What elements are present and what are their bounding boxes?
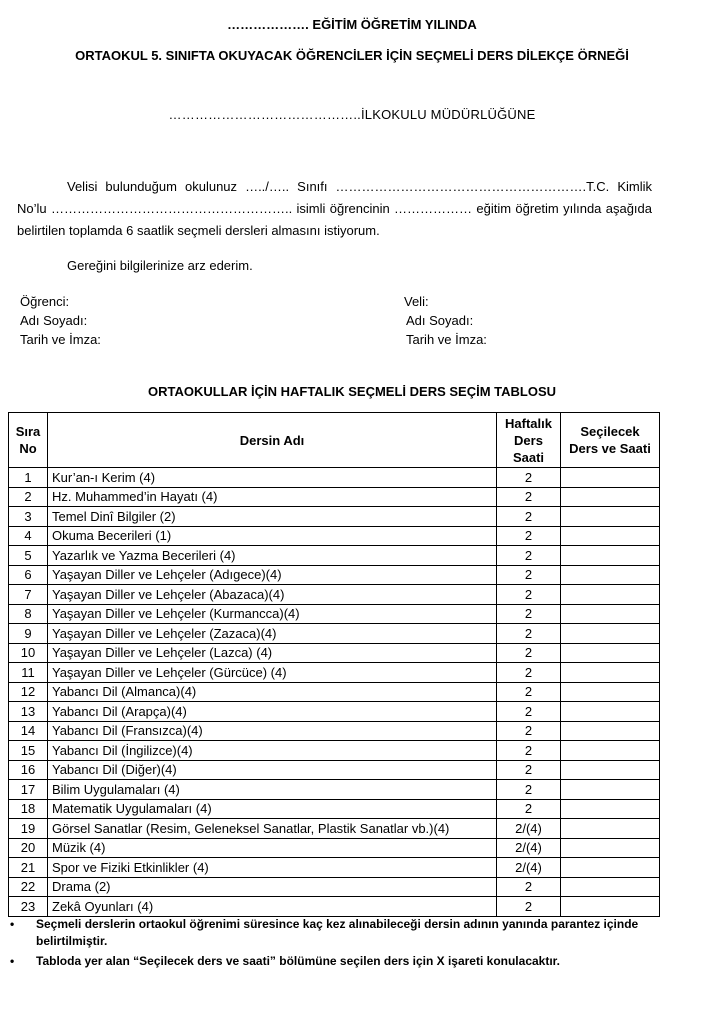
weekly-hours: 2 bbox=[497, 585, 561, 605]
row-number: 23 bbox=[9, 897, 48, 917]
table-row bbox=[9, 741, 660, 761]
header-no: Sıra No bbox=[9, 413, 48, 468]
course-name: Hz. Muhammed’in Hayatı (4) bbox=[48, 487, 497, 507]
selection-cell[interactable] bbox=[561, 858, 660, 878]
course-name: Yaşayan Diller ve Lehçeler (Gürcüce) (4) bbox=[48, 663, 497, 683]
weekly-hours: 2 bbox=[497, 565, 561, 585]
course-name: Görsel Sanatlar (Resim, Geleneksel Sanatlar, Plastik Sanatlar vb.)(4) bbox=[48, 819, 497, 839]
course-name: Yabancı Dil (İngilizce)(4) bbox=[48, 741, 497, 761]
table-row bbox=[9, 721, 660, 741]
selection-cell[interactable] bbox=[561, 526, 660, 546]
student-name-label: Adı Soyadı: bbox=[20, 313, 88, 328]
table-row bbox=[9, 507, 660, 527]
bullet-icon: • bbox=[10, 917, 15, 931]
table-row bbox=[9, 546, 660, 566]
table-row bbox=[9, 780, 660, 800]
course-name: Yaşayan Diller ve Lehçeler (Lazca) (4) bbox=[48, 643, 497, 663]
course-name: Okuma Becerileri (1) bbox=[48, 526, 497, 546]
row-number: 3 bbox=[9, 507, 48, 527]
row-number: 22 bbox=[9, 877, 48, 897]
course-name: Yabancı Dil (Arapça)(4) bbox=[48, 702, 497, 722]
footnote bbox=[8, 953, 688, 970]
course-name: Yaşayan Diller ve Lehçeler (Kurmancca)(4) bbox=[48, 604, 497, 624]
document-title: ORTAOKUL 5. SINIFTA OKUYACAK ÖĞRENCİLER İÇİN SEÇMELİ DERS DİLEKÇE ÖRNEĞİ bbox=[75, 48, 629, 63]
table-row bbox=[9, 682, 660, 702]
weekly-hours: 2/(4) bbox=[497, 858, 561, 878]
parent-signature-block bbox=[404, 292, 487, 349]
selection-cell[interactable] bbox=[561, 877, 660, 897]
selection-cell[interactable] bbox=[561, 565, 660, 585]
closing-sentence: Gereğini bilgilerinize arz ederim. bbox=[67, 258, 253, 273]
student-label: Öğrenci: bbox=[20, 294, 70, 309]
student-signature-block bbox=[20, 292, 101, 349]
row-number: 10 bbox=[9, 643, 48, 663]
row-number: 9 bbox=[9, 624, 48, 644]
row-number: 2 bbox=[9, 487, 48, 507]
table-row bbox=[9, 604, 660, 624]
selection-cell[interactable] bbox=[561, 682, 660, 702]
row-number: 15 bbox=[9, 741, 48, 761]
parent-label: Veli: bbox=[404, 294, 429, 309]
weekly-hours: 2 bbox=[497, 682, 561, 702]
weekly-hours: 2 bbox=[497, 663, 561, 683]
elective-course-table bbox=[8, 412, 660, 917]
course-name: Yabancı Dil (Fransızca)(4) bbox=[48, 721, 497, 741]
row-number: 17 bbox=[9, 780, 48, 800]
row-number: 20 bbox=[9, 838, 48, 858]
table-row bbox=[9, 799, 660, 819]
header-course-name: Dersin Adı bbox=[48, 413, 497, 468]
course-name: Yabancı Dil (Diğer)(4) bbox=[48, 760, 497, 780]
selection-cell[interactable] bbox=[561, 507, 660, 527]
row-number: 7 bbox=[9, 585, 48, 605]
selection-cell[interactable] bbox=[561, 819, 660, 839]
table-row bbox=[9, 760, 660, 780]
table-row bbox=[9, 487, 660, 507]
selection-cell[interactable] bbox=[561, 604, 660, 624]
letter-body bbox=[17, 176, 652, 242]
footnote bbox=[8, 916, 688, 950]
table-row bbox=[9, 877, 660, 897]
selection-cell[interactable] bbox=[561, 546, 660, 566]
selection-cell[interactable] bbox=[561, 468, 660, 488]
course-name: Yaşayan Diller ve Lehçeler (Zazaca)(4) bbox=[48, 624, 497, 644]
table-row bbox=[9, 526, 660, 546]
weekly-hours: 2 bbox=[497, 643, 561, 663]
row-number: 16 bbox=[9, 760, 48, 780]
selection-cell[interactable] bbox=[561, 585, 660, 605]
weekly-hours: 2 bbox=[497, 721, 561, 741]
selection-cell[interactable] bbox=[561, 897, 660, 917]
course-name: Yaşayan Diller ve Lehçeler (Adıgece)(4) bbox=[48, 565, 497, 585]
table-row bbox=[9, 663, 660, 683]
header-weekly-hours: Haftalık Ders Saati bbox=[497, 413, 561, 468]
row-number: 13 bbox=[9, 702, 48, 722]
table-row bbox=[9, 624, 660, 644]
course-name: Bilim Uygulamaları (4) bbox=[48, 780, 497, 800]
weekly-hours: 2 bbox=[497, 877, 561, 897]
table-row bbox=[9, 897, 660, 917]
course-name: Yabancı Dil (Almanca)(4) bbox=[48, 682, 497, 702]
header-selection: Seçilecek Ders ve Saati bbox=[561, 413, 660, 468]
table-row bbox=[9, 643, 660, 663]
row-number: 1 bbox=[9, 468, 48, 488]
table-row bbox=[9, 585, 660, 605]
table-row bbox=[9, 565, 660, 585]
table-body bbox=[9, 468, 660, 917]
weekly-hours: 2/(4) bbox=[497, 838, 561, 858]
footnote-text: Tabloda yer alan “Seçilecek ders ve saati” bölümüne seçilen ders için X işareti konulacaktır. bbox=[36, 954, 561, 968]
letter-body-text: Velisi bulunduğum okulunuz …../….. Sınıfı ………………………………………………….T.C. Kimlik No’lu ……………………………………………….. isimli öğrencinin ……………… eğitim öğretim yılında aşağıda belirtilen toplamda 6 saatlik seçmeli dersleri almasını istiyorum. bbox=[17, 179, 652, 238]
row-number: 11 bbox=[9, 663, 48, 683]
row-number: 8 bbox=[9, 604, 48, 624]
weekly-hours: 2 bbox=[497, 799, 561, 819]
selection-cell[interactable] bbox=[561, 643, 660, 663]
row-number: 18 bbox=[9, 799, 48, 819]
table-title: ORTAOKULLAR İÇİN HAFTALIK SEÇMELİ DERS SEÇİM TABLOSU bbox=[147, 384, 557, 399]
weekly-hours: 2 bbox=[497, 487, 561, 507]
weekly-hours: 2/(4) bbox=[497, 819, 561, 839]
weekly-hours: 2 bbox=[497, 526, 561, 546]
selection-cell[interactable] bbox=[561, 838, 660, 858]
weekly-hours: 2 bbox=[497, 468, 561, 488]
course-name: Temel Dinî Bilgiler (2) bbox=[48, 507, 497, 527]
weekly-hours: 2 bbox=[497, 897, 561, 917]
footnote-text: Seçmeli derslerin ortaokul öğrenimi süresince kaç kez alınabileceği dersin adının yanında parantez içinde belirtilmiştir. bbox=[36, 917, 639, 948]
course-name: Drama (2) bbox=[48, 877, 497, 897]
row-number: 4 bbox=[9, 526, 48, 546]
weekly-hours: 2 bbox=[497, 624, 561, 644]
weekly-hours: 2 bbox=[497, 604, 561, 624]
selection-cell[interactable] bbox=[561, 702, 660, 722]
parent-name-label: Adı Soyadı: bbox=[406, 313, 474, 328]
selection-cell[interactable] bbox=[561, 799, 660, 819]
weekly-hours: 2 bbox=[497, 760, 561, 780]
course-name: Kur’an-ı Kerim (4) bbox=[48, 468, 497, 488]
selection-cell[interactable] bbox=[561, 721, 660, 741]
parent-date-sign-label: Tarih ve İmza: bbox=[406, 332, 487, 347]
selection-cell[interactable] bbox=[561, 487, 660, 507]
weekly-hours: 2 bbox=[497, 702, 561, 722]
row-number: 14 bbox=[9, 721, 48, 741]
course-name: Yazarlık ve Yazma Becerileri (4) bbox=[48, 546, 497, 566]
course-name: Zekâ Oyunları (4) bbox=[48, 897, 497, 917]
table-row bbox=[9, 838, 660, 858]
bullet-icon: • bbox=[10, 954, 15, 968]
table-header-row bbox=[9, 413, 660, 468]
table-row bbox=[9, 702, 660, 722]
selection-cell[interactable] bbox=[561, 663, 660, 683]
weekly-hours: 2 bbox=[497, 507, 561, 527]
row-number: 19 bbox=[9, 819, 48, 839]
student-date-sign-label: Tarih ve İmza: bbox=[20, 332, 101, 347]
table-row bbox=[9, 468, 660, 488]
weekly-hours: 2 bbox=[497, 546, 561, 566]
table-row bbox=[9, 819, 660, 839]
row-number: 21 bbox=[9, 858, 48, 878]
weekly-hours: 2 bbox=[497, 780, 561, 800]
course-name: Matematik Uygulamaları (4) bbox=[48, 799, 497, 819]
selection-cell[interactable] bbox=[561, 760, 660, 780]
row-number: 5 bbox=[9, 546, 48, 566]
weekly-hours: 2 bbox=[497, 741, 561, 761]
selection-cell[interactable] bbox=[561, 780, 660, 800]
row-number: 6 bbox=[9, 565, 48, 585]
footnotes bbox=[8, 916, 688, 973]
course-name: Yaşayan Diller ve Lehçeler (Abazaca)(4) bbox=[48, 585, 497, 605]
course-name: Spor ve Fiziki Etkinlikler (4) bbox=[48, 858, 497, 878]
row-number: 12 bbox=[9, 682, 48, 702]
year-line: ………………. EĞİTİM ÖĞRETİM YILINDA bbox=[227, 17, 477, 32]
course-name: Müzik (4) bbox=[48, 838, 497, 858]
addressee: ……………………………………..İLKOKULU MÜDÜRLÜĞÜNE bbox=[168, 107, 536, 122]
table-row bbox=[9, 858, 660, 878]
selection-cell[interactable] bbox=[561, 741, 660, 761]
selection-cell[interactable] bbox=[561, 624, 660, 644]
